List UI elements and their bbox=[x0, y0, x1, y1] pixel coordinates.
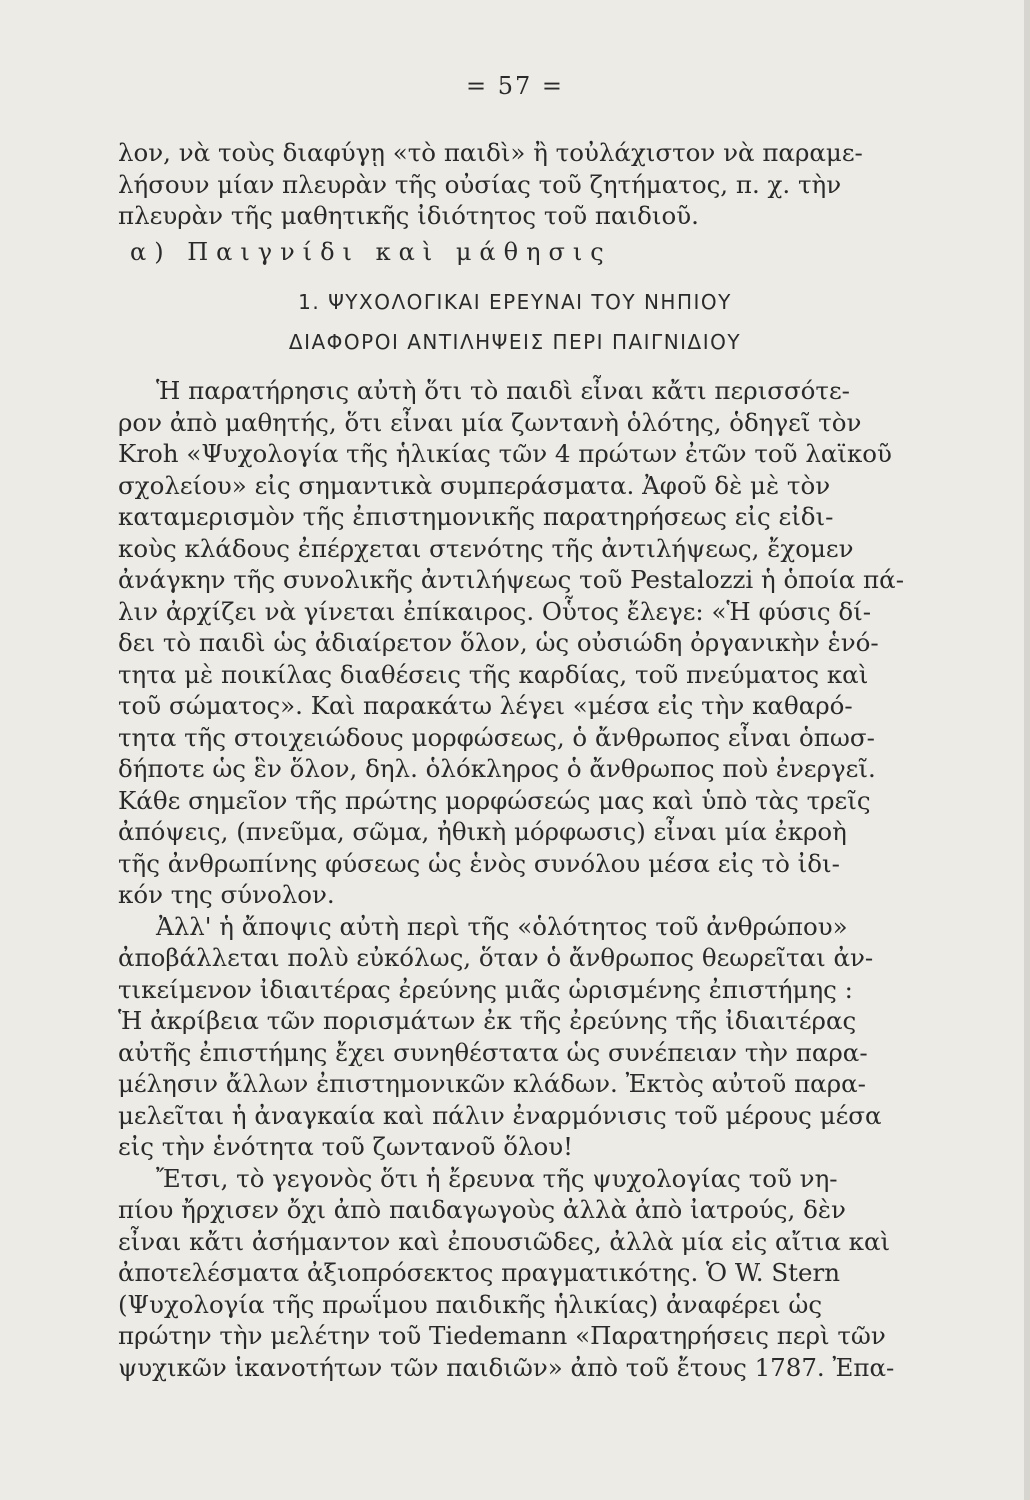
page-number: = 57 = bbox=[465, 72, 564, 100]
text-line: εἰς τὴν ἑνότητα τοῦ ζωντανοῦ ὅλου! bbox=[118, 1132, 573, 1161]
text-line: μέλησιν ἄλλων ἐπιστημονικῶν κλάδων. Ἐκτὸς αὐτοῦ παρα- bbox=[118, 1069, 866, 1098]
text-line: πρώτην τὴν μελέτην τοῦ Tiedemann «Παρατηρήσεις περὶ τῶν bbox=[118, 1321, 886, 1350]
text-line: Ἡ ἀκρίβεια τῶν πορισμάτων ἐκ τῆς ἐρεύνης τῆς ἰδιαιτέρας bbox=[118, 1006, 857, 1035]
text-line: μελεῖται ἡ ἀναγκαία καὶ πάλιν ἐναρμόνισις τοῦ μέρους μέσα bbox=[118, 1100, 882, 1130]
text-line: πλευρὰν τῆς μαθητικῆς ἰδιότητος τοῦ παιδιοῦ. bbox=[118, 201, 699, 230]
text-line: σχολείου» εἰς σημαντικὰ συμπεράσματα. Ἀφοῦ δὲ μὲ τὸν bbox=[118, 470, 831, 500]
text-line: ἀποτελέσματα ἀξιοπρόσεκτος πραγματικότης. Ὁ W. Stern bbox=[118, 1258, 840, 1287]
text-line: δήποτε ὡς ἓν ὅλον, δηλ. ὁλόκληρος ὁ ἄνθρωπος ποὺ ἐνεργεῖ. bbox=[118, 754, 876, 783]
intro-paragraph bbox=[118, 137, 863, 232]
text-line: τῆς ἀνθρωπίνης φύσεως ὡς ἑνὸς συνόλου μέσα εἰς τὸ ἰδι- bbox=[118, 848, 840, 878]
section-heading-line-1: 1. ΨΥΧΟΛΟΓΙΚΑΙ ΕΡΕΥΝΑΙ ΤΟΥ ΝΗΠΙΟΥ bbox=[298, 290, 732, 314]
text-line: Kroh «Ψυχολογία τῆς ἡλικίας τῶν 4 πρώτων ἐτῶν τοῦ λαϊκοῦ bbox=[118, 439, 892, 468]
text-line: τικείμενον ἰδιαιτέρας ἐρεύνης μιᾶς ὡρισμένης ἐπιστήμης : bbox=[118, 974, 853, 1004]
text-line: λον, νὰ τοὺς διαφύγῃ «τὸ παιδὶ» ἢ τοὐλάχιστον νὰ παραμε- bbox=[118, 138, 863, 167]
paragraph-first-line: Ἡ παρατήρησις αὐτὴ ὅτι τὸ παιδὶ εἶναι κἄτι περισσότε- bbox=[156, 376, 850, 405]
text-line: πίου ἤρχισεν ὄχι ἀπὸ παιδαγωγοὺς ἀλλὰ ἀπὸ ἰατρούς, δὲν bbox=[118, 1195, 846, 1224]
paragraph-first-line: Ἀλλ' ἡ ἄποψις αὐτὴ περὶ τῆς «ὁλότητος τοῦ ἀνθρώπου» bbox=[156, 911, 848, 941]
text-line: ἀνάγκην τῆς συνολικῆς ἀντιλήψεως τοῦ Pestalozzi ἡ ὁποία πά- bbox=[118, 565, 904, 594]
text-line: τητα μὲ ποικίλας διαθέσεις τῆς καρδίας, τοῦ πνεύματος καὶ bbox=[118, 659, 869, 689]
text-line: Κάθε σημεῖον τῆς πρώτης μορφώσεώς μας καὶ ὑπὸ τὰς τρεῖς bbox=[118, 785, 871, 815]
text-line: κόν της σύνολον. bbox=[118, 880, 335, 909]
text-line: ψυχικῶν ἱκανοτήτων τῶν παιδιῶν» ἀπὸ τοῦ ἔτους 1787. Ἐπα- bbox=[118, 1352, 895, 1382]
paragraph-first-line: Ἔτσι, τὸ γεγονὸς ὅτι ἡ ἔρευνα τῆς ψυχολογίας τοῦ νη- bbox=[156, 1163, 838, 1193]
text-line: τοῦ σώματος». Καὶ παρακάτω λέγει «μέσα εἰς τὴν καθαρό- bbox=[118, 691, 853, 720]
text-line: (Ψυχολογία τῆς πρωΐμου παιδικῆς ἡλικίας) ἀναφέρει ὡς bbox=[118, 1289, 823, 1319]
text-line: τητα τῆς στοιχειώδους μορφώσεως, ὁ ἄνθρωπος εἶναι ὁπωσ- bbox=[118, 722, 875, 752]
section-heading-line-2: ΔΙΑΦΟΡΟΙ ΑΝΤΙΛΗΨΕΙΣ ΠΕΡΙ ΠΑΙΓΝΙΔΙΟΥ bbox=[288, 330, 742, 354]
scan-edge-shadow bbox=[1024, 0, 1030, 1500]
text-line: δει τὸ παιδὶ ὡς ἀδιαίρετον ὅλον, ὡς οὐσιώδη ὀργανικὴν ἑνό- bbox=[118, 628, 879, 657]
text-line: λήσουν μίαν πλευρὰν τῆς οὐσίας τοῦ ζητήματος, π. χ. τὴν bbox=[118, 169, 842, 199]
text-line: καταμερισμὸν τῆς ἐπιστημονικῆς παρατηρήσεως εἰς εἰδι- bbox=[118, 502, 834, 531]
text-line: ἀπόψεις, (πνεῦμα, σῶμα, ἠθικὴ μόρφωσις) εἶναι μία ἐκροὴ bbox=[118, 817, 847, 846]
subsection-title: α) Παιγνίδι καὶ μάθησις bbox=[130, 238, 612, 266]
text-line: ρον ἀπὸ μαθητής, ὅτι εἶναι μία ζωντανὴ ὁλότης, ὁδηγεῖ τὸν bbox=[118, 407, 862, 437]
text-line: εἶναι κἄτι ἀσήμαντον καὶ ἐπουσιῶδες, ἀλλὰ μία εἰς αἴτια καὶ bbox=[118, 1226, 891, 1256]
text-line: κοὺς κλάδους ἐπέρχεται στενότης τῆς ἀντιλήψεως, ἔχομεν bbox=[118, 533, 854, 563]
main-text bbox=[118, 375, 904, 1383]
text-line: αὐτῆς ἐπιστήμης ἔχει συνηθέστατα ὡς συνέπειαν τὴν παρα- bbox=[118, 1037, 868, 1067]
text-line: λιν ἀρχίζει νὰ γίνεται ἐπίκαιρος. Οὗτος ἔλεγε: «Ἡ φύσις δί- bbox=[118, 596, 872, 626]
text-line: ἀποβάλλεται πολὺ εὐκόλως, ὅταν ὁ ἄνθρωπος θεωρεῖται ἀν- bbox=[118, 943, 874, 972]
